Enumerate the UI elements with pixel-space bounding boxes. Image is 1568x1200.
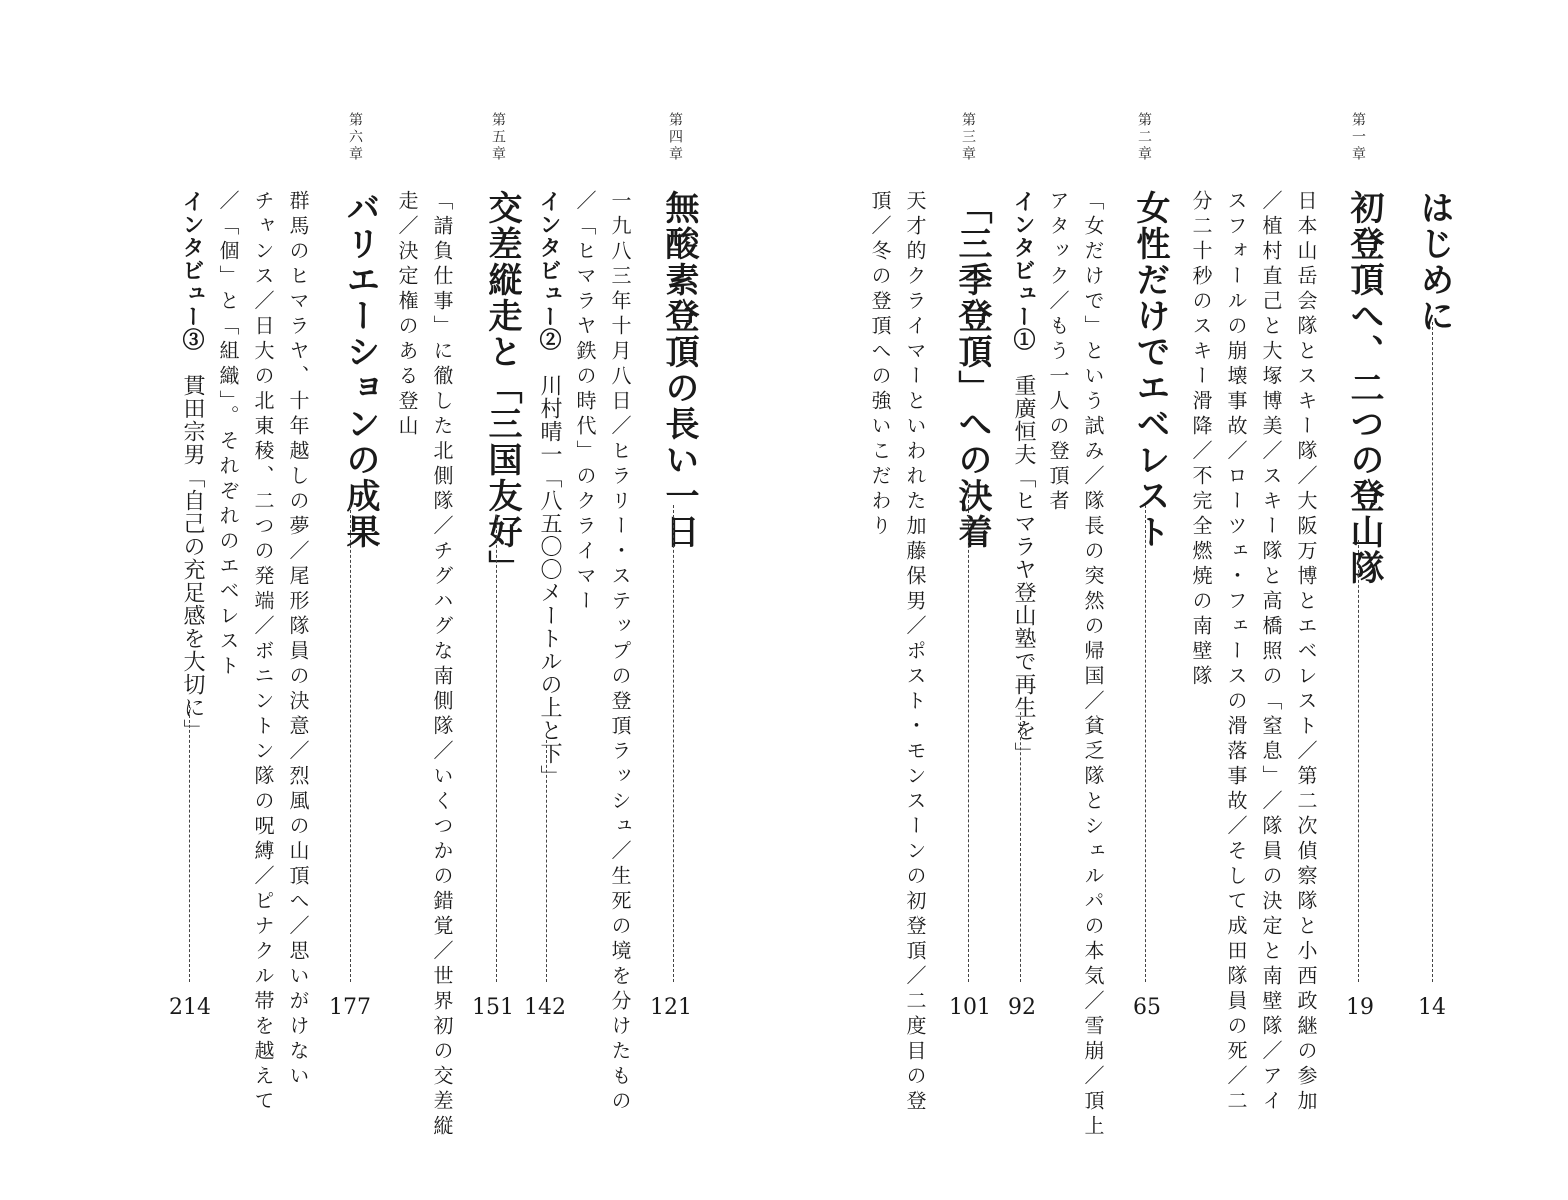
intro-page: 14 <box>1418 995 1446 1020</box>
chapter-5-line-2: 走／決定権のある登山 <box>395 190 419 440</box>
chapter-3-title: 「三季登頂」への決着 <box>952 190 992 550</box>
interview-2 <box>534 190 565 1040</box>
chapter-3-leader <box>968 485 969 982</box>
chapter-1-label: 第一章 <box>1350 112 1366 163</box>
interview-2-leader <box>546 740 547 982</box>
chapter-6-leader <box>350 505 351 982</box>
chapter-3-line-2: 頂／冬の登頂への強いこだわり <box>868 190 892 540</box>
interview-3 <box>177 190 208 1040</box>
chapter-4-leader <box>673 505 674 982</box>
chapter-2-title: 女性だけでエベレスト <box>1130 190 1170 550</box>
chapter-1-leader <box>1358 540 1359 982</box>
chapter-4-title: 無酸素登頂の長い一日 <box>659 190 699 550</box>
chapter-6-label: 第六章 <box>347 112 363 163</box>
chapter-2-leader <box>1145 505 1146 982</box>
interview-2-page: 142 <box>524 995 566 1020</box>
interview-2-name: 川村晴一「八五〇〇メートルの上と下」 <box>537 374 562 788</box>
chapter-1-line-4: 分二十秒のスキー滑降／不完全燃焼の南壁隊 <box>1189 190 1213 690</box>
chapter-4-line-2: ／「ヒマラヤ鉄の時代」のクライマー <box>573 190 597 615</box>
interview-3-label: インタビュー③ <box>179 190 205 351</box>
chapter-5-page: 151 <box>472 995 514 1020</box>
chapter-1-line-3: スフォールの崩壊事故／ローツェ・フェースの滑落事故／そして成田隊員の死／二 <box>1224 190 1248 1115</box>
chapter-2-line-1: 「女だけで」という試み／隊長の突然の帰国／貧乏隊とシェルパの本気／雪崩／頂上 <box>1081 190 1105 1140</box>
chapter-6-line-2: チャンス／日大の北東稜、二つの発端／ボニントン隊の呪縛／ピナクル帯を越えて <box>251 190 275 1115</box>
interview-1 <box>1008 190 1039 1040</box>
chapter-1-line-2: ／植村直己と大塚博美／スキー隊と高橋照の「窒息」／隊員の決定と南壁隊／アイ <box>1259 190 1283 1115</box>
chapter-6-page: 177 <box>329 995 371 1020</box>
chapter-2-page: 65 <box>1133 995 1161 1020</box>
chapter-3-page: 101 <box>949 995 991 1020</box>
chapter-3-line-1: 天才的クライマーといわれた加藤保男／ポスト・モンスーンの初登頂／二度目の登 <box>903 190 927 1115</box>
chapter-5-line-1: 「請負仕事」に徹した北側隊／チグハグな南側隊／いくつかの錯覚／世界初の交差縦 <box>430 190 454 1140</box>
chapter-5-label: 第五章 <box>490 112 506 163</box>
chapter-5-leader <box>496 515 497 982</box>
interview-1-page: 92 <box>1008 995 1036 1020</box>
interview-1-name: 重廣恒夫「ヒマラヤ登山塾で再生を」 <box>1011 374 1036 765</box>
interview-3-page: 214 <box>169 995 211 1020</box>
chapter-1-title: 初登頂へ、二つの登山隊 <box>1344 190 1384 586</box>
chapter-4-line-1: 一九八三年十月八日／ヒラリー・ステップの登頂ラッシュ／生死の境を分けたもの <box>608 190 632 1115</box>
chapter-4-label: 第四章 <box>667 112 683 163</box>
chapter-5-title: 交差縦走と「三国友好」 <box>482 190 522 586</box>
chapter-6-line-3: ／「個」と「組織」。それぞれのエベレスト <box>216 190 240 680</box>
intro-title: はじめに <box>1414 190 1454 334</box>
interview-1-leader <box>1020 712 1021 982</box>
interview-1-label: インタビュー① <box>1010 190 1036 351</box>
chapter-4-page: 121 <box>650 995 692 1020</box>
intro-leader <box>1432 322 1433 982</box>
interview-2-label: インタビュー② <box>536 190 562 351</box>
interview-3-name: 貫田宗男「自己の充足感を大切に」 <box>180 374 205 742</box>
chapter-1-line-1: 日本山岳会隊とスキー隊／大阪万博とエベレスト／第二次偵察隊と小西政継の参加 <box>1294 190 1318 1115</box>
chapter-6-title: バリエーションの成果 <box>340 190 380 550</box>
chapter-3-label: 第三章 <box>960 112 976 163</box>
interview-3-leader <box>189 705 190 982</box>
chapter-1-page: 19 <box>1346 995 1374 1020</box>
chapter-2-label: 第二章 <box>1136 112 1152 163</box>
chapter-6-line-1: 群馬のヒマラヤ、十年越しの夢／尾形隊員の決意／烈風の山頂へ／思いがけない <box>286 190 310 1090</box>
chapter-2-line-2: アタック／もう一人の登頂者 <box>1046 190 1070 515</box>
